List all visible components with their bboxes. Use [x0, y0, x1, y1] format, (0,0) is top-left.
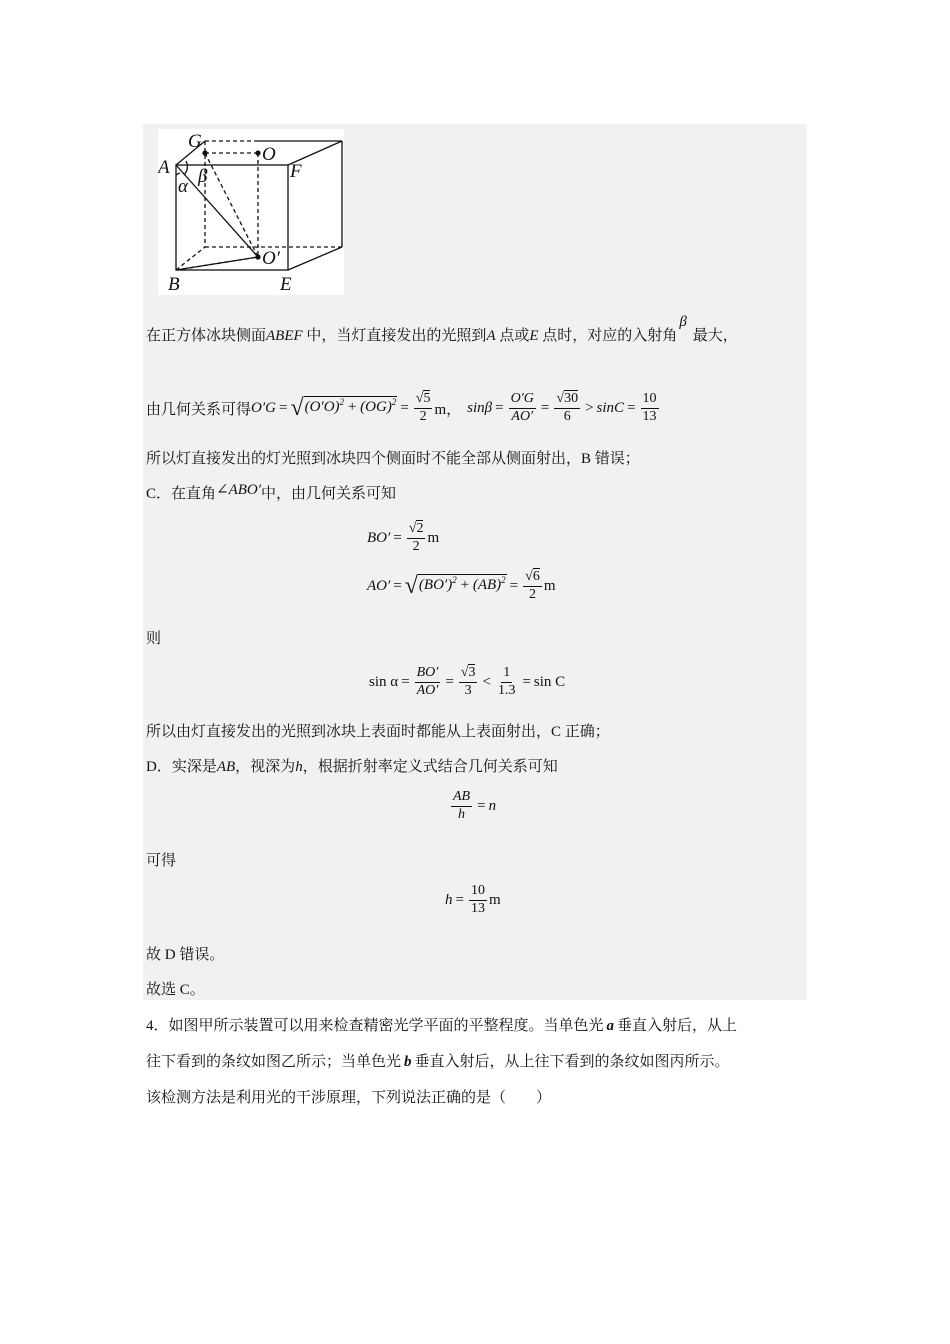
math: 2: [419, 408, 427, 424]
text: 点时，对应的入射角: [538, 328, 678, 344]
math: =: [495, 399, 504, 416]
para-d-wrong: 故 D 错误。: [146, 947, 225, 963]
math: AO′: [511, 408, 534, 424]
math: 2: [416, 521, 424, 537]
eq-bo: [367, 516, 439, 560]
para-c-correct: 所以由灯直接发出的光照到冰块上表面时都能从上表面射出，C 正确；: [146, 724, 610, 740]
math: (AB): [472, 577, 502, 593]
math: =: [509, 577, 519, 594]
math: BO′: [415, 665, 441, 682]
math: 2: [339, 397, 345, 407]
sqrt-ao: √ $(BO')^2 + (AB)^2$: [404, 573, 506, 599]
math: =: [477, 797, 486, 814]
text: 垂直入射后，从上往下看到的条纹如图丙所示。: [414, 1054, 730, 1070]
math: >: [585, 399, 594, 416]
text: m，: [434, 401, 462, 418]
math: 10: [641, 391, 659, 408]
math: =: [278, 399, 288, 416]
text: 在正方体冰块侧面: [146, 328, 267, 344]
light-b: b: [404, 1054, 412, 1070]
text: ，视深为: [235, 759, 296, 775]
sqrt-og: √ $(O'O)^2 + (OG)^2$: [290, 395, 397, 421]
point-o: [255, 150, 260, 155]
point-o-prime: [255, 254, 260, 259]
fraction: [451, 789, 472, 822]
cube-diagram-svg: [158, 129, 344, 295]
math: 2: [528, 586, 536, 602]
label-b: B: [168, 274, 180, 295]
text-ze: 则: [146, 631, 162, 647]
math: h: [458, 806, 466, 822]
text: 4．如图甲所示装置可以用来检查精密光学平面的平整程度。当单色光: [146, 1018, 604, 1034]
math: h: [295, 759, 303, 775]
math: 13: [470, 900, 485, 916]
math: 3: [464, 682, 472, 698]
math: AB: [451, 789, 472, 806]
math: O′G: [251, 399, 276, 416]
point-a: A: [486, 328, 496, 344]
math: AB: [216, 759, 236, 775]
math: =: [455, 891, 464, 908]
math: (BO′): [418, 577, 453, 593]
label-o: O: [262, 144, 276, 165]
fraction: $\frac{√6}{2}$: [525, 569, 540, 602]
face-abef: ABEF: [266, 328, 303, 344]
math: sin C: [533, 673, 566, 690]
text: 最大，: [692, 328, 738, 344]
math: 3: [468, 665, 476, 681]
para-b-wrong: 所以灯直接发出的灯光照到冰块四个侧面时不能全部从侧面射出，B 错误；: [146, 451, 640, 467]
math: 1.3: [497, 682, 516, 698]
fraction: $\frac{√2}{2}$: [408, 521, 424, 554]
q4-line3: 该检测方法是利用光的干涉原理，下列说法正确的是（ ）: [146, 1090, 552, 1106]
q4-line2: [146, 1050, 730, 1071]
label-g: G: [188, 131, 202, 152]
fraction: [509, 391, 536, 424]
fraction: $\frac{√3}{3}$: [460, 665, 476, 698]
math: +: [347, 399, 358, 415]
point-g: [202, 150, 207, 155]
math: sinC: [596, 399, 625, 416]
point-e: E: [529, 328, 539, 344]
beta-symbol: β: [679, 314, 687, 330]
label-o-prime: O′: [262, 248, 280, 269]
math: =: [522, 673, 531, 690]
math: sinβ: [467, 399, 493, 416]
math: sin α: [369, 673, 399, 690]
light-a: a: [606, 1018, 615, 1034]
para-d-intro: [146, 755, 558, 776]
text: C．在直角: [146, 486, 217, 502]
math: 30: [564, 391, 579, 407]
text: m: [427, 529, 440, 546]
math: 6: [563, 408, 571, 424]
math: =: [540, 399, 550, 416]
text: m: [488, 891, 501, 908]
math: ∠ABO′: [216, 482, 262, 498]
eq-ao: [367, 564, 555, 608]
para-c-intro: [146, 482, 396, 503]
eq-sin-alpha: [369, 660, 565, 704]
text: D．实深是: [146, 759, 217, 775]
math: =: [393, 529, 402, 546]
label-e: E: [280, 274, 292, 295]
eq-og-sinbeta: [146, 386, 661, 430]
eq-n: [449, 784, 496, 828]
math: 6: [532, 569, 540, 585]
math: =: [445, 673, 454, 690]
math: <: [482, 673, 491, 690]
math: 13: [642, 408, 657, 424]
fraction: $\frac{√30}{6}$: [556, 391, 579, 424]
math: +: [459, 577, 470, 593]
math: AO′: [367, 577, 391, 594]
text-kede: 可得: [146, 853, 177, 869]
cube-diagram: [158, 129, 344, 295]
fraction: [469, 883, 487, 916]
math: 10: [469, 883, 487, 900]
text: 垂直入射后，从上: [617, 1018, 738, 1034]
math: O′G: [509, 391, 536, 408]
math: n: [488, 797, 497, 814]
math: h: [445, 891, 453, 908]
math: =: [627, 399, 636, 416]
math: =: [400, 399, 409, 416]
eq-h: [445, 878, 501, 922]
math: 1: [501, 665, 512, 682]
math: 2: [452, 575, 457, 585]
text: 由几何关系可得: [146, 401, 252, 418]
math: (OG): [360, 399, 392, 415]
label-beta: β: [198, 166, 208, 187]
text: 往下看到的条纹如图乙所示；当单色光: [146, 1054, 402, 1070]
label-f: F: [290, 161, 302, 182]
fraction: [641, 391, 659, 424]
fraction: [496, 665, 518, 698]
math: BO′: [367, 529, 391, 546]
text: 点或: [495, 328, 530, 344]
text: m: [543, 577, 556, 594]
label-a: A: [158, 157, 170, 178]
text: ，根据折射率定义式结合几何关系可知: [302, 759, 558, 775]
math: 2: [391, 397, 397, 407]
fraction: [415, 665, 441, 698]
text: 中，由几何关系可知: [261, 486, 397, 502]
math: =: [401, 673, 410, 690]
math: =: [393, 577, 402, 594]
math: 2: [412, 538, 420, 554]
math: 2: [501, 575, 506, 585]
label-alpha: α: [178, 176, 188, 197]
math: (O′O): [304, 399, 340, 415]
math: 5: [423, 391, 431, 407]
para-abef: [146, 314, 738, 345]
fraction: $\frac{√5}{2}$: [415, 391, 431, 424]
math: AO′: [416, 682, 439, 698]
q4-line1: [146, 1014, 737, 1035]
para-answer: 故选 C。: [146, 982, 205, 998]
text: 中，当灯直接发出的光照到: [302, 328, 487, 344]
